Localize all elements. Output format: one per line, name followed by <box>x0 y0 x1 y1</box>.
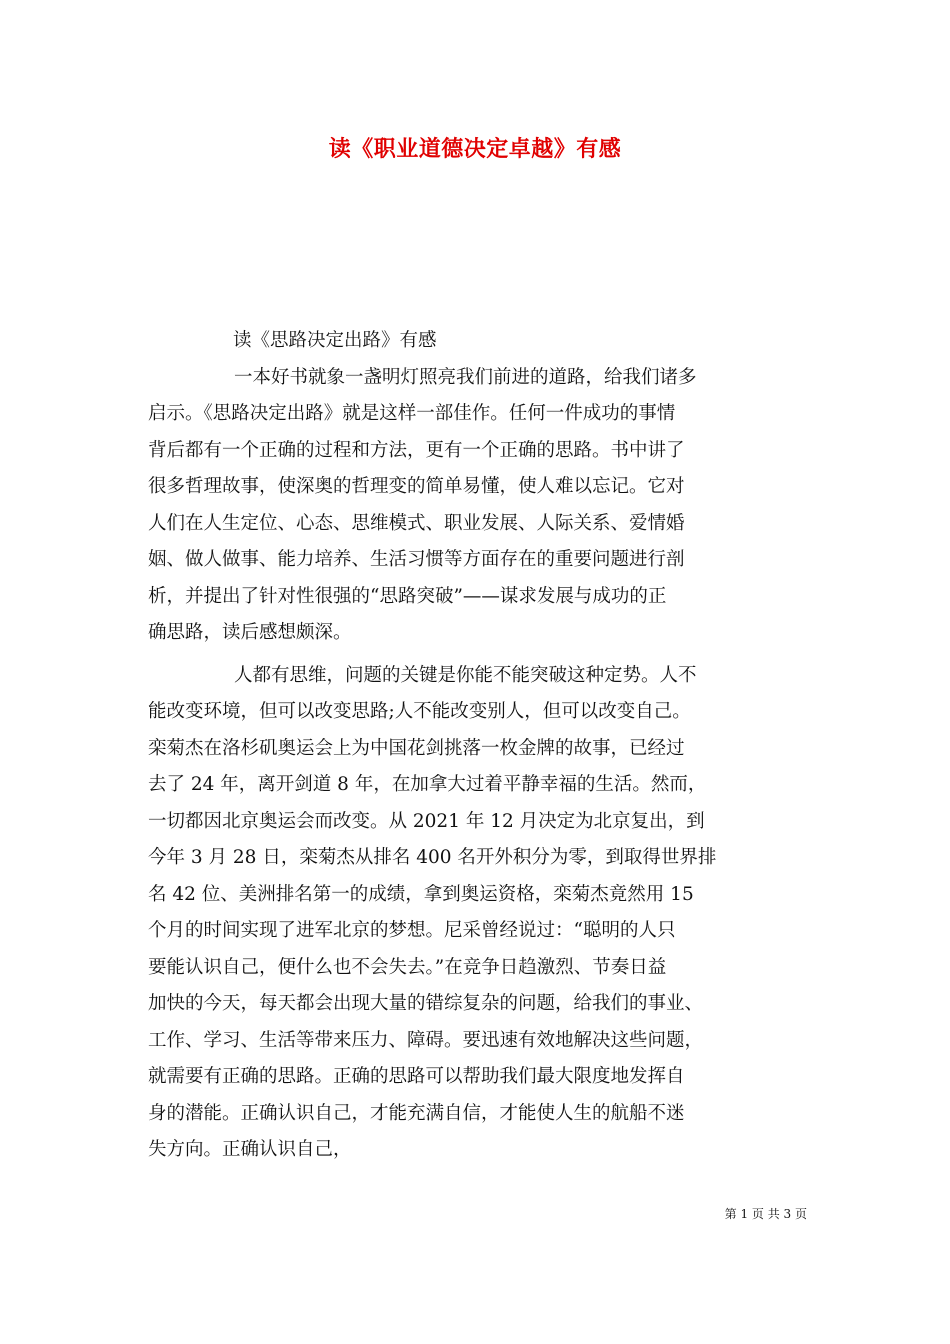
paragraph-line: 背后都有一个正确的过程和方法，更有一个正确的思路。书中讲了 <box>148 439 685 461</box>
paragraph-line: 就需要有正确的思路。正确的思路可以帮助我们最大限度地发挥自 <box>148 1066 685 1087</box>
article-subtitle: 读《思路决定出路》有感 <box>233 330 437 351</box>
paragraph-line: 姻、做人做事、能力培养、生活习惯等方面存在的重要问题进行剖 <box>148 549 685 570</box>
paragraph-line: 加快的今天，每天都会出现大量的错综复杂的问题，给我们的事业、 <box>148 993 704 1014</box>
paragraph-line: 工作、学习、生活等带来压力、障碍。要迅速有效地解决这些问题， <box>148 1029 704 1051</box>
paragraph-line: 身的潜能。正确认识自己，才能充满自信，才能使人生的航船不迷 <box>148 1102 685 1124</box>
paragraph-line: 失方向。正确认识自己， <box>148 1139 352 1160</box>
paragraph-line: 启示。《思路决定出路》就是这样一部佳作。任何一件成功的事情 <box>148 403 676 424</box>
paragraph-line: 一本好书就象一盏明灯照亮我们前进的道路，给我们诸多 <box>234 366 697 388</box>
paragraph-line: 确思路，读后感想颇深。 <box>148 622 352 643</box>
page-number: 第 1 页 共 3 页 <box>724 1207 807 1221</box>
paragraph-line: 栾菊杰在洛杉矶奥运会上为中国花剑挑落一枚金牌的故事，已经过 <box>148 737 685 759</box>
article-body <box>148 323 808 1169</box>
paragraph-line: 人都有思维，问题的关键是你能不能突破这种定势。人不 <box>234 664 697 686</box>
paragraph-line: 能改变环境，但可以改变思路;人不能改变别人，但可以改变自己。 <box>148 701 691 722</box>
paragraph-line: 很多哲理故事，使深奥的哲理变的简单易懂，使人难以忘记。它对 <box>148 476 685 497</box>
paragraph-line: 析，并提出了针对性很强的“思路突破”——谋求发展与成功的正 <box>148 585 667 607</box>
paragraph-line: 要能认识自己，便什么也不会失去。”在竞争日趋激烈、节奏日益 <box>148 956 667 978</box>
paragraph-line: 名 42 位、美洲排名第一的成绩，拿到奥运资格，栾菊杰竟然用 15 <box>148 883 694 905</box>
paragraph-line: 去了 24 年，离开剑道 8 年，在加拿大过着平静幸福的生活。然而， <box>148 774 707 795</box>
paragraph-line: 今年 3 月 28 日，栾菊杰从排名 400 名开外积分为零，到取得世界排 <box>148 847 717 868</box>
document-title: 读《职业道德决定卓越》有感 <box>328 136 622 162</box>
paragraph-line: 个月的时间实现了进军北京的梦想。尼采曾经说过：“聪明的人只 <box>148 920 676 941</box>
paragraph-line: 一切都因北京奥运会而改变。从 2021 年 12 月决定为北京复出，到 <box>148 810 705 832</box>
paragraph-line: 人们在人生定位、心态、思维模式、职业发展、人际关系、爱情婚 <box>148 512 685 534</box>
